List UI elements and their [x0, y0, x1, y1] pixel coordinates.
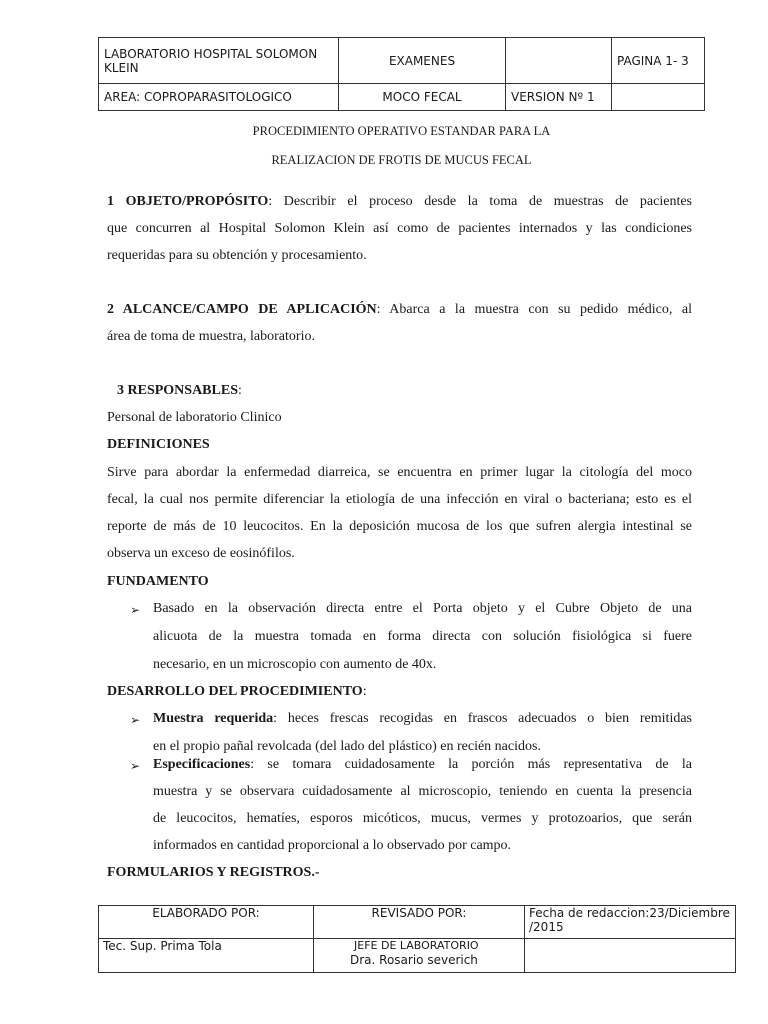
- section3-text: Personal de laboratorio Clinico: [107, 410, 282, 425]
- footer-table: [98, 905, 736, 973]
- definiciones-line-2: fecal, la cual nos permite diferenciar la etiología de una infección en viral o bacteriana; esto es el: [107, 492, 692, 507]
- header-table: [98, 37, 705, 111]
- definiciones-heading: DEFINICIONES: [107, 437, 210, 452]
- page-cell: [612, 38, 705, 84]
- desarrollo-heading: DESARROLLO DEL PROCEDIMIENTO:: [107, 684, 367, 699]
- definiciones-line-1: Sirve para abordar la enfermedad diarreica, se encuentra en primer lugar la citología del moco: [107, 465, 692, 480]
- fundamento-line-2: alicuota de la muestra tomada en forma directa con solución fisiológica si fuere: [153, 629, 692, 644]
- version-cell: [506, 84, 612, 111]
- fundamento-line-1: Basado en la observación directa entre el Porta objeto y el Cubre Objeto de una: [153, 601, 692, 616]
- fundamento-heading: FUNDAMENTO: [107, 574, 209, 589]
- elaborado-name-cell: [99, 939, 314, 973]
- empty-cell: [506, 38, 612, 84]
- title-line-1: PROCEDIMIENTO OPERATIVO ESTANDAR PARA LA: [252, 124, 551, 138]
- item1-label: Muestra requerida: [153, 711, 274, 726]
- arrow-bullet-icon: ➢: [130, 759, 141, 773]
- area-label: AREA: COPROPARASITOLOGICO: [104, 90, 292, 104]
- section2-heading: 2 ALCANCE/CAMPO DE APLICACIÓN: [107, 302, 377, 317]
- arrow-bullet-icon: ➢: [130, 713, 141, 727]
- revisado-name: Dra. Rosario severich: [350, 953, 478, 967]
- definiciones-line-4: observa un exceso de eosinófilos.: [107, 546, 295, 561]
- item2-line-1: Especificaciones: se tomara cuidadosamente la porción más representativa de la: [153, 757, 692, 772]
- revisado-label-cell: [314, 906, 525, 939]
- page-number: PAGINA 1- 3: [617, 53, 689, 68]
- section3-heading: 3 RESPONSABLES: [117, 383, 238, 398]
- item2-label: Especificaciones: [153, 757, 251, 772]
- revisado-name-cell: [314, 939, 525, 973]
- exam-name: MOCO FECAL: [382, 90, 462, 104]
- section1-heading: 1 OBJETO/PROPÓSITO: [107, 194, 269, 209]
- item2-line-4: informados en cantidad proporcional a lo observado por campo.: [153, 838, 512, 853]
- revisado-title: JEFE DE LABORATORIO: [354, 939, 479, 952]
- elaborado-name: Tec. Sup. Prima Tola: [103, 939, 222, 953]
- section2-line-1: 2 ALCANCE/CAMPO DE APLICACIÓN: Abarca a la muestra con su pedido médico, al: [107, 302, 692, 317]
- exam-label: EXAMENES: [388, 53, 456, 68]
- section1-line-1: 1 OBJETO/PROPÓSITO: Describir el proceso desde la toma de muestras de pacientes: [107, 194, 692, 209]
- elaborado-label: ELABORADO POR:: [152, 906, 260, 920]
- section2-line-2: área de toma de muestra, laboratorio.: [107, 329, 315, 344]
- formularios-heading: FORMULARIOS Y REGISTROS.-: [107, 865, 320, 880]
- section1-line-2: que concurren al Hospital Solomon Klein así como de pacientes internados y las condiciones: [107, 221, 692, 236]
- title-line-2: REALIZACION DE FROTIS DE MUCUS FECAL: [271, 153, 532, 167]
- revisado-label: REVISADO POR:: [371, 906, 467, 920]
- item1-line-1: Muestra requerida: heces frescas recogidas en frascos adecuados o bien remitidas: [153, 711, 692, 726]
- exam-label-cell: [339, 38, 506, 84]
- fecha-label: Fecha de redaccion:23/Diciembre /2015: [529, 906, 730, 934]
- exam-name-cell: [339, 84, 506, 111]
- item1-line-2: en el propio pañal revolcada (del lado del plástico) en recién nacidos.: [153, 739, 541, 754]
- empty-footer-cell: [525, 939, 736, 973]
- version-label: VERSION Nº 1: [511, 90, 595, 104]
- lab-name-cell: [99, 38, 339, 84]
- arrow-bullet-icon: ➢: [130, 603, 141, 617]
- fecha-cell: [525, 906, 736, 939]
- section3-heading-line: 3 RESPONSABLES:: [117, 383, 242, 398]
- item2-line-2: muestra y se observara cuidadosamente al microscopio, teniendo en cuenta la presencia: [153, 784, 692, 799]
- elaborado-label-cell: [99, 906, 314, 939]
- empty-cell-2: [612, 84, 705, 111]
- item2-line-3: de leucocitos, hematíes, esporos micóticos, mucus, vermes y protozoarios, que serán: [153, 811, 692, 826]
- area-cell: [99, 84, 339, 111]
- definiciones-line-3: reporte de más de 10 leucocitos. En la deposición mucosa de los que sufren alergia intestinal se: [107, 519, 692, 534]
- lab-name: LABORATORIO HOSPITAL SOLOMON KLEIN: [104, 46, 318, 75]
- fundamento-line-3: necesario, en un microscopio con aumento de 40x.: [153, 657, 437, 672]
- section1-line-3: requeridas para su obtención y procesamiento.: [107, 248, 367, 263]
